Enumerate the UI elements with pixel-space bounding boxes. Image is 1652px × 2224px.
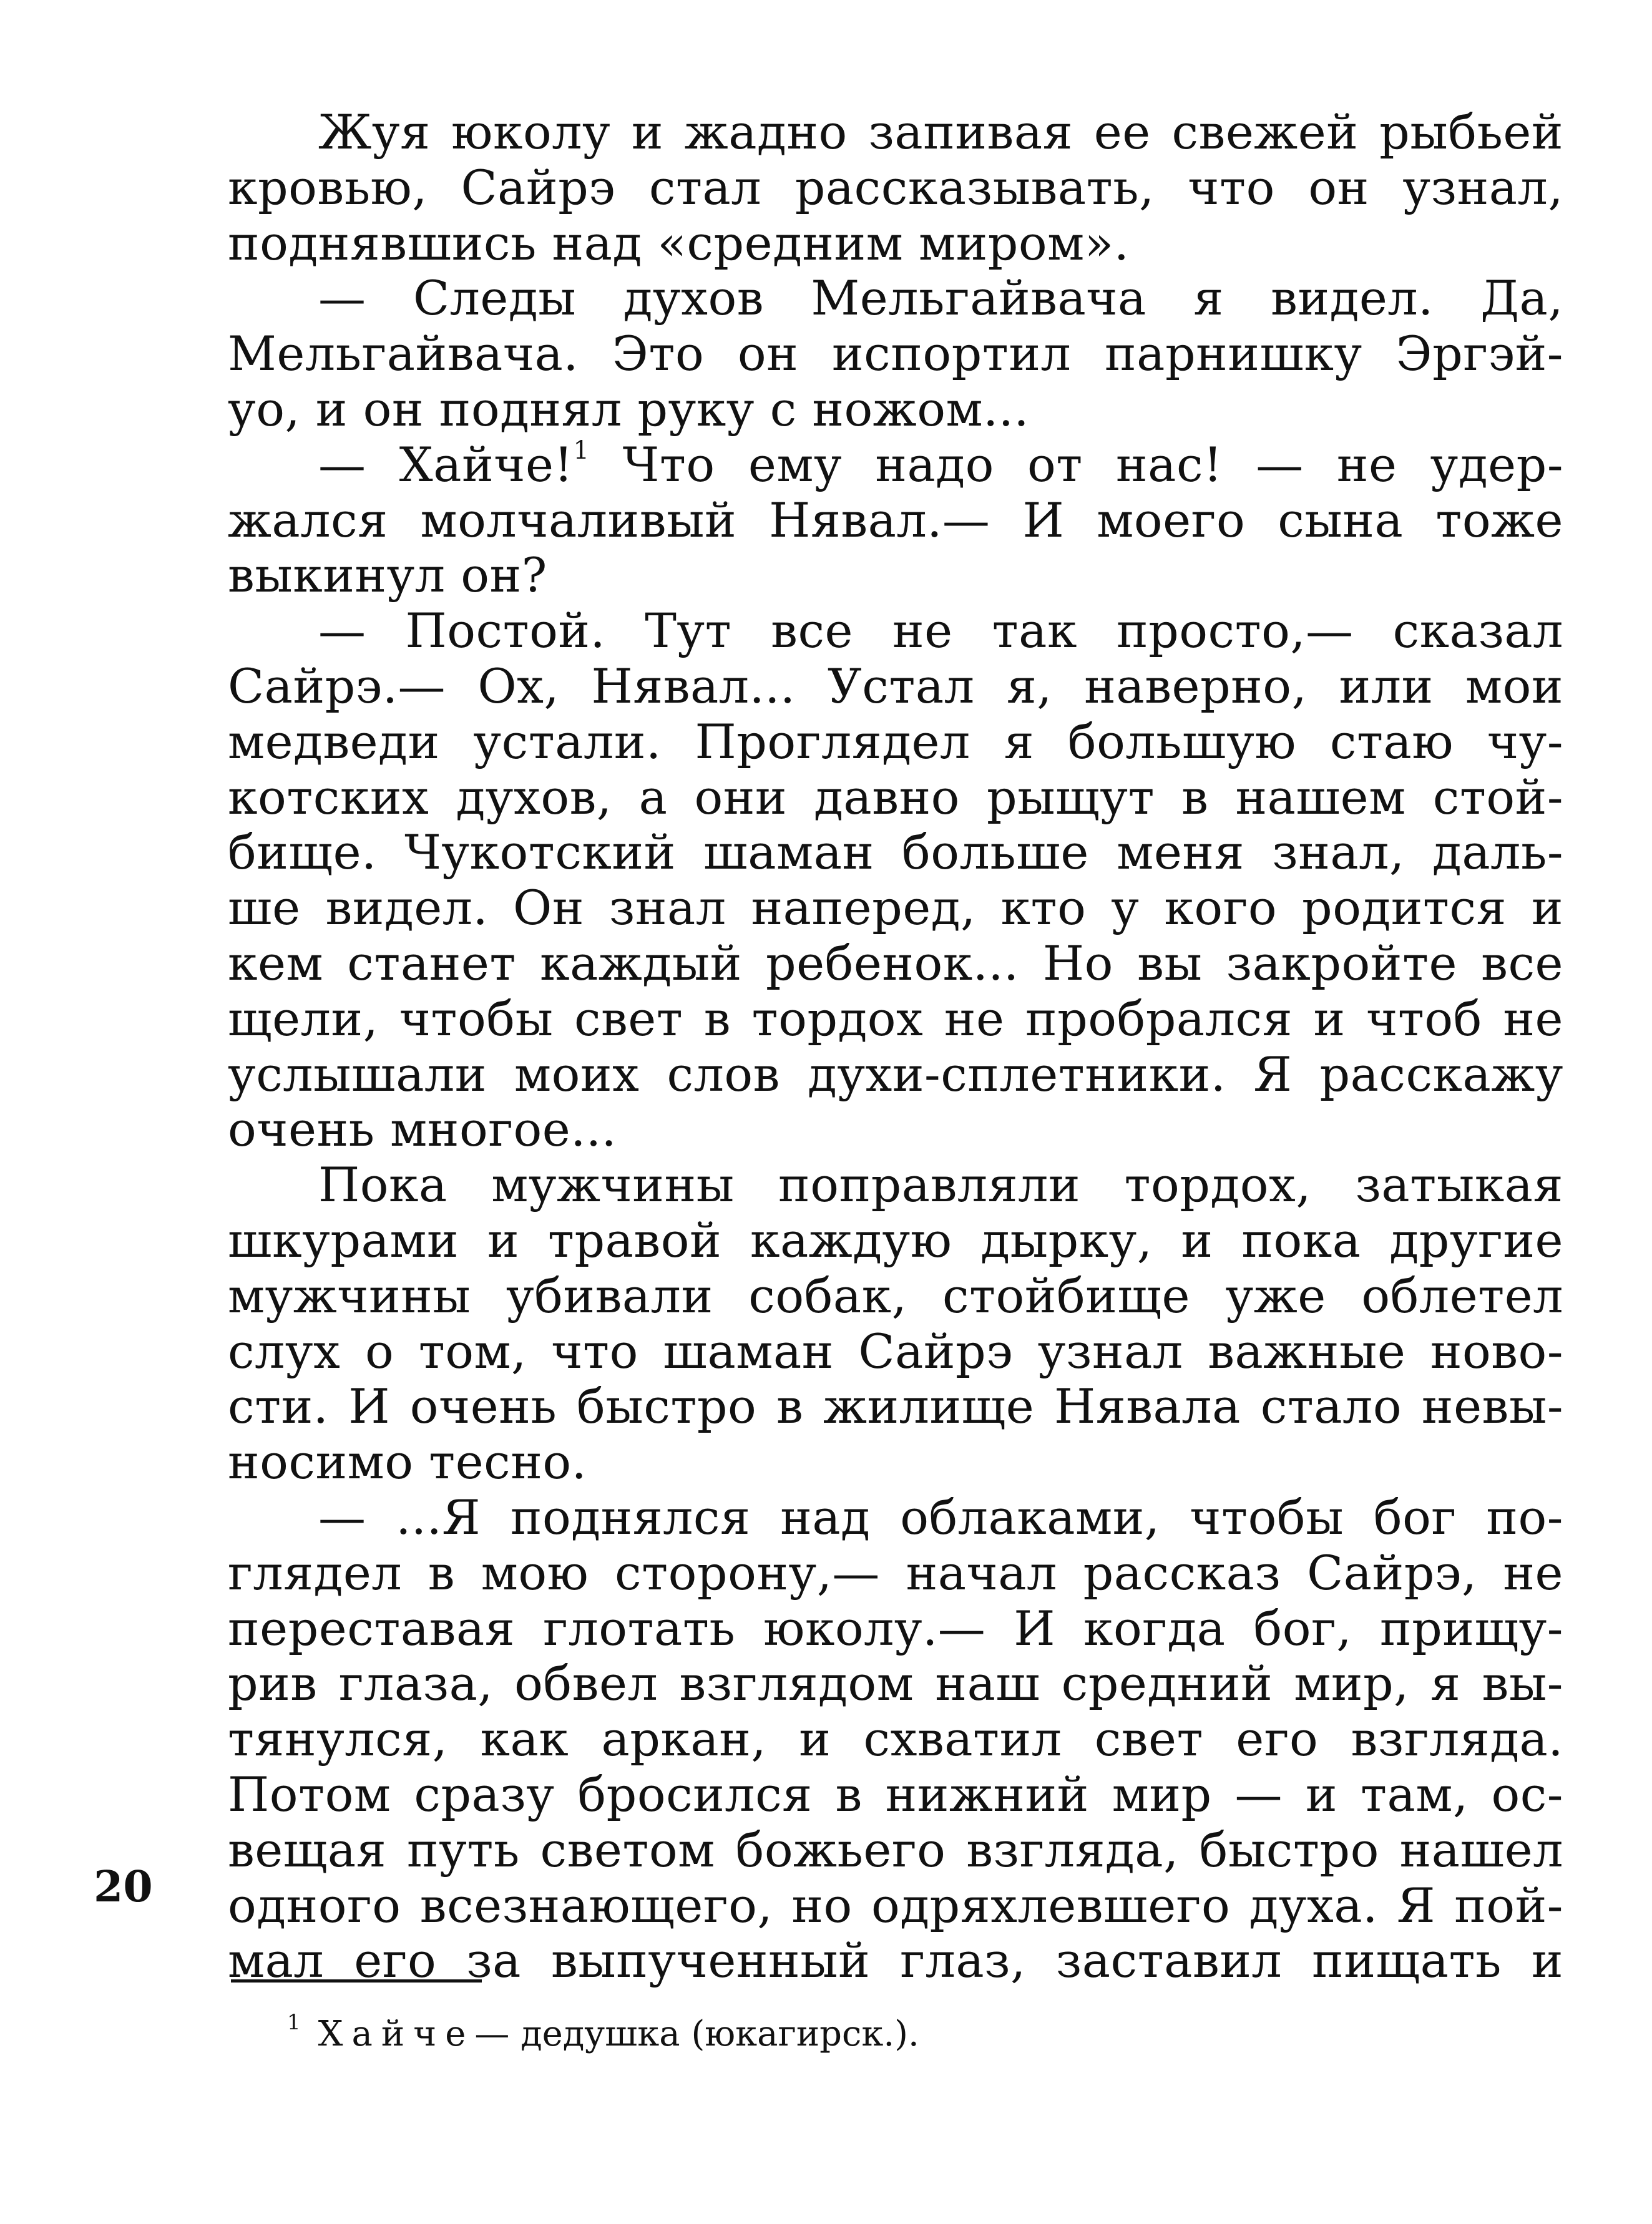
text-line: ше видел. Он знал наперед, кто у кого родится и — [228, 880, 1563, 936]
text-segment: — Хайче! — [318, 436, 574, 492]
text-line: бище. Чукотский шаман больше меня знал, даль- — [228, 824, 1563, 880]
text-line: кровью, Сайрэ стал рассказывать, что он узнал, — [228, 159, 1563, 215]
text-line: шкурами и травой каждую дырку, и пока другие — [228, 1212, 1563, 1268]
text-line: одного всезнающего, но одряхлевшего духа. Я пой- — [228, 1877, 1563, 1933]
text-line: услышали моих слов духи-сплетники. Я расскажу — [228, 1046, 1563, 1102]
text-line: щели, чтобы свет в тордох не пробрался и чтоб не — [228, 990, 1563, 1046]
text-line: кем станет каждый ребенок... Но вы закройте все — [228, 935, 1563, 991]
text-line: тянулся, как аркан, и схватил свет его взгляда. — [228, 1711, 1563, 1767]
text-line: переставая глотать юколу.— И когда бог, прищу- — [228, 1600, 1563, 1656]
text-line: Пока мужчины поправляли тордох, затыкая — [318, 1157, 1563, 1213]
text-line: рив глаза, обвел взглядом наш средний мир, я вы- — [228, 1656, 1563, 1712]
text-line: сти. И очень быстро в жилище Нявала стало невы- — [228, 1378, 1563, 1435]
footnote-divider — [231, 1979, 482, 1983]
text-line: котских духов, а они давно рыщут в нашем стой- — [228, 769, 1563, 825]
footnote-reference: 1 — [573, 436, 590, 465]
main-text — [228, 105, 1563, 1989]
text-line: поднявшись над «средним миром». — [228, 215, 1130, 271]
text-line: — Следы духов Мельгайвача я видел. Да, — [318, 270, 1563, 326]
text-line: Жуя юколу и жадно запивая ее свежей рыбьей — [318, 104, 1563, 160]
text-line: медведи устали. Проглядел я большую стаю чу- — [228, 713, 1563, 769]
text-line: очень многое... — [228, 1101, 617, 1158]
footnote — [287, 2010, 919, 2054]
text-segment: Что ему надо от нас! — не удер- — [589, 436, 1563, 492]
text-line: мужчины убивали собак, стойбище уже облетел — [228, 1267, 1563, 1324]
text-line: Потом сразу бросился в нижний мир — и там, ос- — [228, 1766, 1563, 1822]
text-line: — Постой. Тут все не так просто,— сказал — [318, 603, 1563, 659]
text-line: уо, и он поднял руку с ножом... — [228, 381, 1030, 437]
text-line: — ...Я поднялся над облаками, чтобы бог по- — [318, 1489, 1563, 1545]
text-line: мал его за выпученный глаз, заставил пищать и — [228, 1933, 1563, 1989]
text-line: вещая путь светом божьего взгляда, быстро нашел — [228, 1822, 1563, 1878]
footnote-mark: 1 — [287, 2010, 301, 2035]
text-line: жался молчаливый Нявал.— И моего сына тоже — [228, 492, 1563, 548]
text-line-with-footnote — [228, 437, 1563, 493]
text-line: выкинул он? — [228, 547, 547, 603]
text-line: слух о том, что шаман Сайрэ узнал важные ново- — [228, 1323, 1563, 1379]
text-line: носимо тесно. — [228, 1434, 587, 1490]
page-number: 20 — [94, 1862, 153, 1912]
text-line: глядел в мою сторону,— начал рассказ Сайрэ, не — [228, 1544, 1563, 1601]
footnote-definition: — дедушка (юкагирск.). — [474, 2014, 919, 2054]
text-line: Сайрэ.— Ох, Нявал... Устал я, наверно, или мои — [228, 658, 1563, 714]
text-line: Мельгайвача. Это он испортил парнишку Эргэй- — [228, 326, 1563, 382]
footnote-term: Хайче — [318, 2014, 475, 2054]
